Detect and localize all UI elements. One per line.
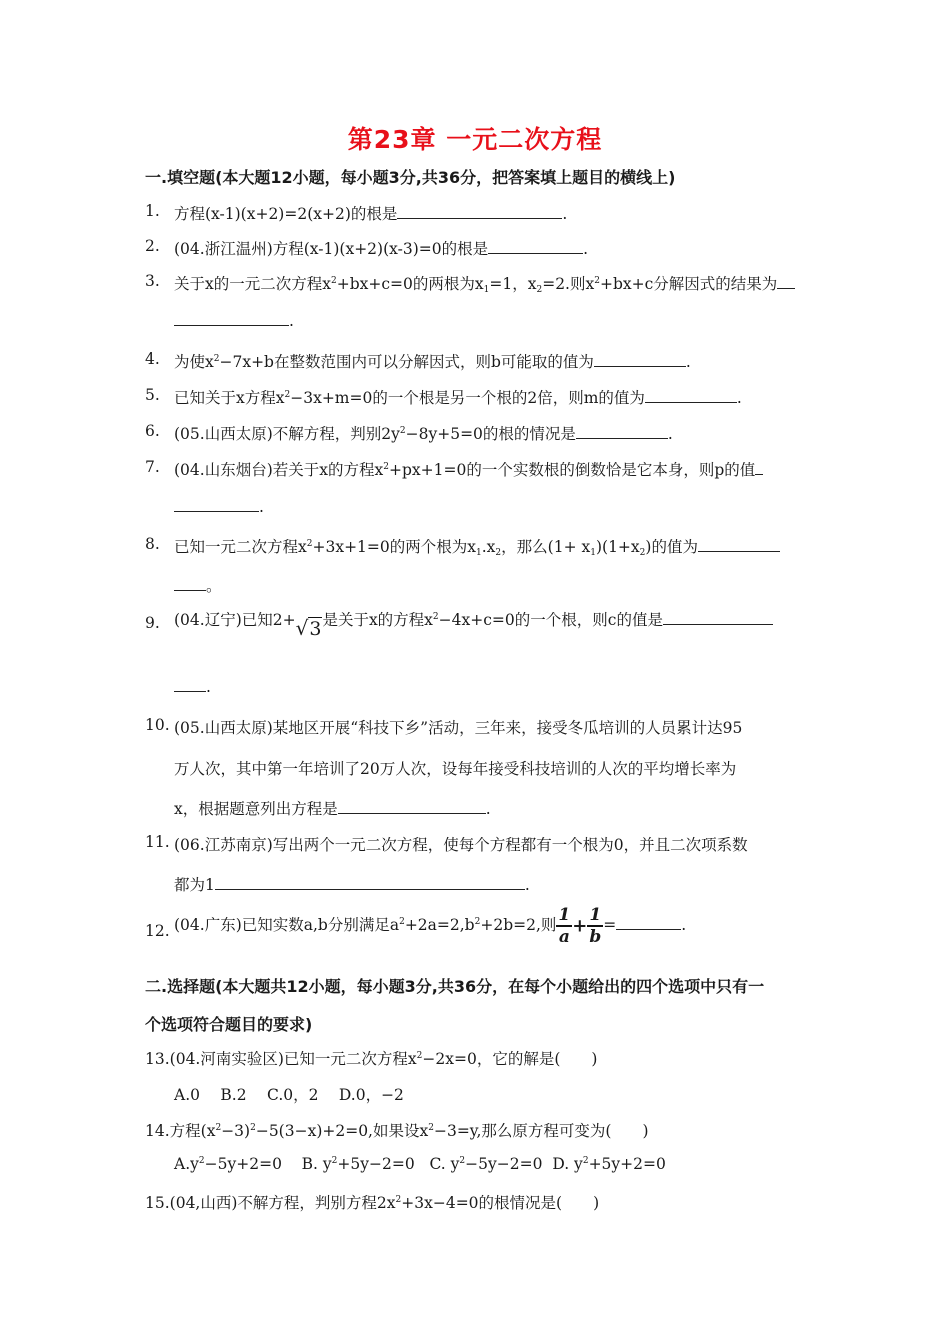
q7-text: (04.山东烟台)若关于x的方程$x^2+px+1=0$的一个实数根的倒数恰是它本身，则p的值 <box>174 458 763 480</box>
q10-number: 10. <box>145 716 170 734</box>
q13-options[interactable]: A.0 B.2 C.0，2 D.0，−2 <box>174 1086 404 1104</box>
fraction-1-over-a: $\frac{1}{a}$ <box>558 905 571 947</box>
section-multiple-choice-heading-cont: 个选项符合题目的要求) <box>145 1015 313 1034</box>
answer-blank[interactable] <box>755 462 763 475</box>
answer-blank[interactable] <box>488 241 583 254</box>
q1-text: 方程(x-1)(x+2)=2(x+2)的根是 . <box>174 205 568 223</box>
answer-blank[interactable] <box>576 426 668 439</box>
q12-text: (04.广东)已知实数a,b分别满足$a^2+2a=2,b^2+2b=2$,则 $\frac{1}{a}$ + $\frac{1}{b}$ = . <box>174 905 687 947</box>
q3-text-cont: . <box>174 312 294 330</box>
q14-options[interactable]: $A.y^2-5y+2=0$ B. $y^2+5y-2=0$ C. $y^2-5y-2=0$ D. $y^2+5y+2=0$ <box>174 1155 666 1173</box>
answer-blank-cont[interactable] <box>174 679 206 692</box>
answer-blank-cont[interactable] <box>174 313 289 326</box>
answer-blank[interactable] <box>338 801 486 814</box>
sqrt-3: √3 <box>295 616 322 640</box>
q2-text: (04.浙江温州)方程(x-1)(x+2)(x-3)=0的根是 . <box>174 240 589 258</box>
answer-blank[interactable] <box>698 539 780 552</box>
section-multiple-choice-heading: 二.选择题(本大题共12小题，每小题3分,共36分，在每个小题给出的四个选项中只有一 <box>145 977 765 996</box>
q6-text: (05.山西太原)不解方程，判别$2y^2-8y+5=0$的根的情况是 . <box>174 425 673 443</box>
q10-text-line2: 万人次，其中第一年培训了20万人次，设每年接受科技培训的人次的平均增长率为 <box>174 760 737 778</box>
q12-number: 12. <box>145 922 170 940</box>
q15-text: 15.(04,山西)不解方程，判别方程$2x^2+3x-4=0$的根情况是( ) <box>145 1194 600 1212</box>
q14-text: 14.方程$(x^2-3)^2-5(3-x)+2=0$,如果设$x^2-3=y$,那么原方程可变为( ) <box>145 1122 649 1140</box>
q1-number: 1. <box>145 202 160 220</box>
answer-blank-cont[interactable] <box>174 499 259 512</box>
q6-number: 6. <box>145 422 160 440</box>
answer-blank[interactable] <box>215 877 525 890</box>
answer-blank[interactable] <box>645 390 737 403</box>
q8-number: 8. <box>145 535 160 553</box>
q8-text: 已知一元二次方程$x^2+3x+1=0$的两个根为$x_1.x_2$，那么$(1+ x_1)(1+x_2)$的值为 <box>174 535 780 558</box>
q3-number: 3. <box>145 272 160 290</box>
q7-text-cont: . <box>174 498 264 516</box>
answer-blank[interactable] <box>616 917 681 930</box>
q4-number: 4. <box>145 350 160 368</box>
q10-text-line3: x，根据题意列出方程是 . <box>174 800 491 818</box>
q7-number: 7. <box>145 458 160 476</box>
q9-text: (04.辽宁)已知2+√3是关于x的方程$x^2-4x+c=0$的一个根，则c的值是 <box>174 608 773 640</box>
q8-text-cont: 。 <box>174 574 222 596</box>
q13-text: 13.(04.河南实验区)已知一元二次方程$x^2-2x=0$，它的解是( ) <box>145 1050 598 1068</box>
answer-blank[interactable] <box>663 612 773 625</box>
q5-number: 5. <box>145 386 160 404</box>
q11-text-line2: 都为1 . <box>174 876 530 894</box>
answer-blank-cont[interactable] <box>174 578 206 591</box>
q9-text-cont: . <box>174 678 211 696</box>
q4-text: 为使$x^2-7x+b$在整数范围内可以分解因式，则b可能取的值为 . <box>174 353 691 371</box>
answer-blank[interactable] <box>397 206 562 219</box>
q2-number: 2. <box>145 237 160 255</box>
page-title: 第23章 一元二次方程 <box>347 125 603 154</box>
q3-text: 关于x的一元二次方程$x^2+bx+c=0$的两根为$x_1=1$，$x_2=2$.则$x^2+bx+c$分解因式的结果为 <box>174 272 795 295</box>
q11-text: (06.江苏南京)写出两个一元二次方程，使每个方程都有一个根为0，并且二次项系数 <box>174 836 748 854</box>
q9-number: 9. <box>145 614 160 632</box>
q5-text: 已知关于x方程$x^2-3x+m=0$的一个根是另一个根的2倍，则m的值为 . <box>174 389 742 407</box>
section-fill-blank-heading: 一.填空题(本大题12小题，每小题3分,共36分，把答案填上题目的横线上) <box>145 168 676 187</box>
answer-blank[interactable] <box>777 276 795 289</box>
q11-number: 11. <box>145 833 170 851</box>
q10-text: (05.山西太原)某地区开展“科技下乡”活动，三年来，接受冬瓜培训的人员累计达95 <box>174 719 743 737</box>
answer-blank[interactable] <box>594 354 686 367</box>
fraction-1-over-b: $\frac{1}{b}$ <box>589 905 602 947</box>
